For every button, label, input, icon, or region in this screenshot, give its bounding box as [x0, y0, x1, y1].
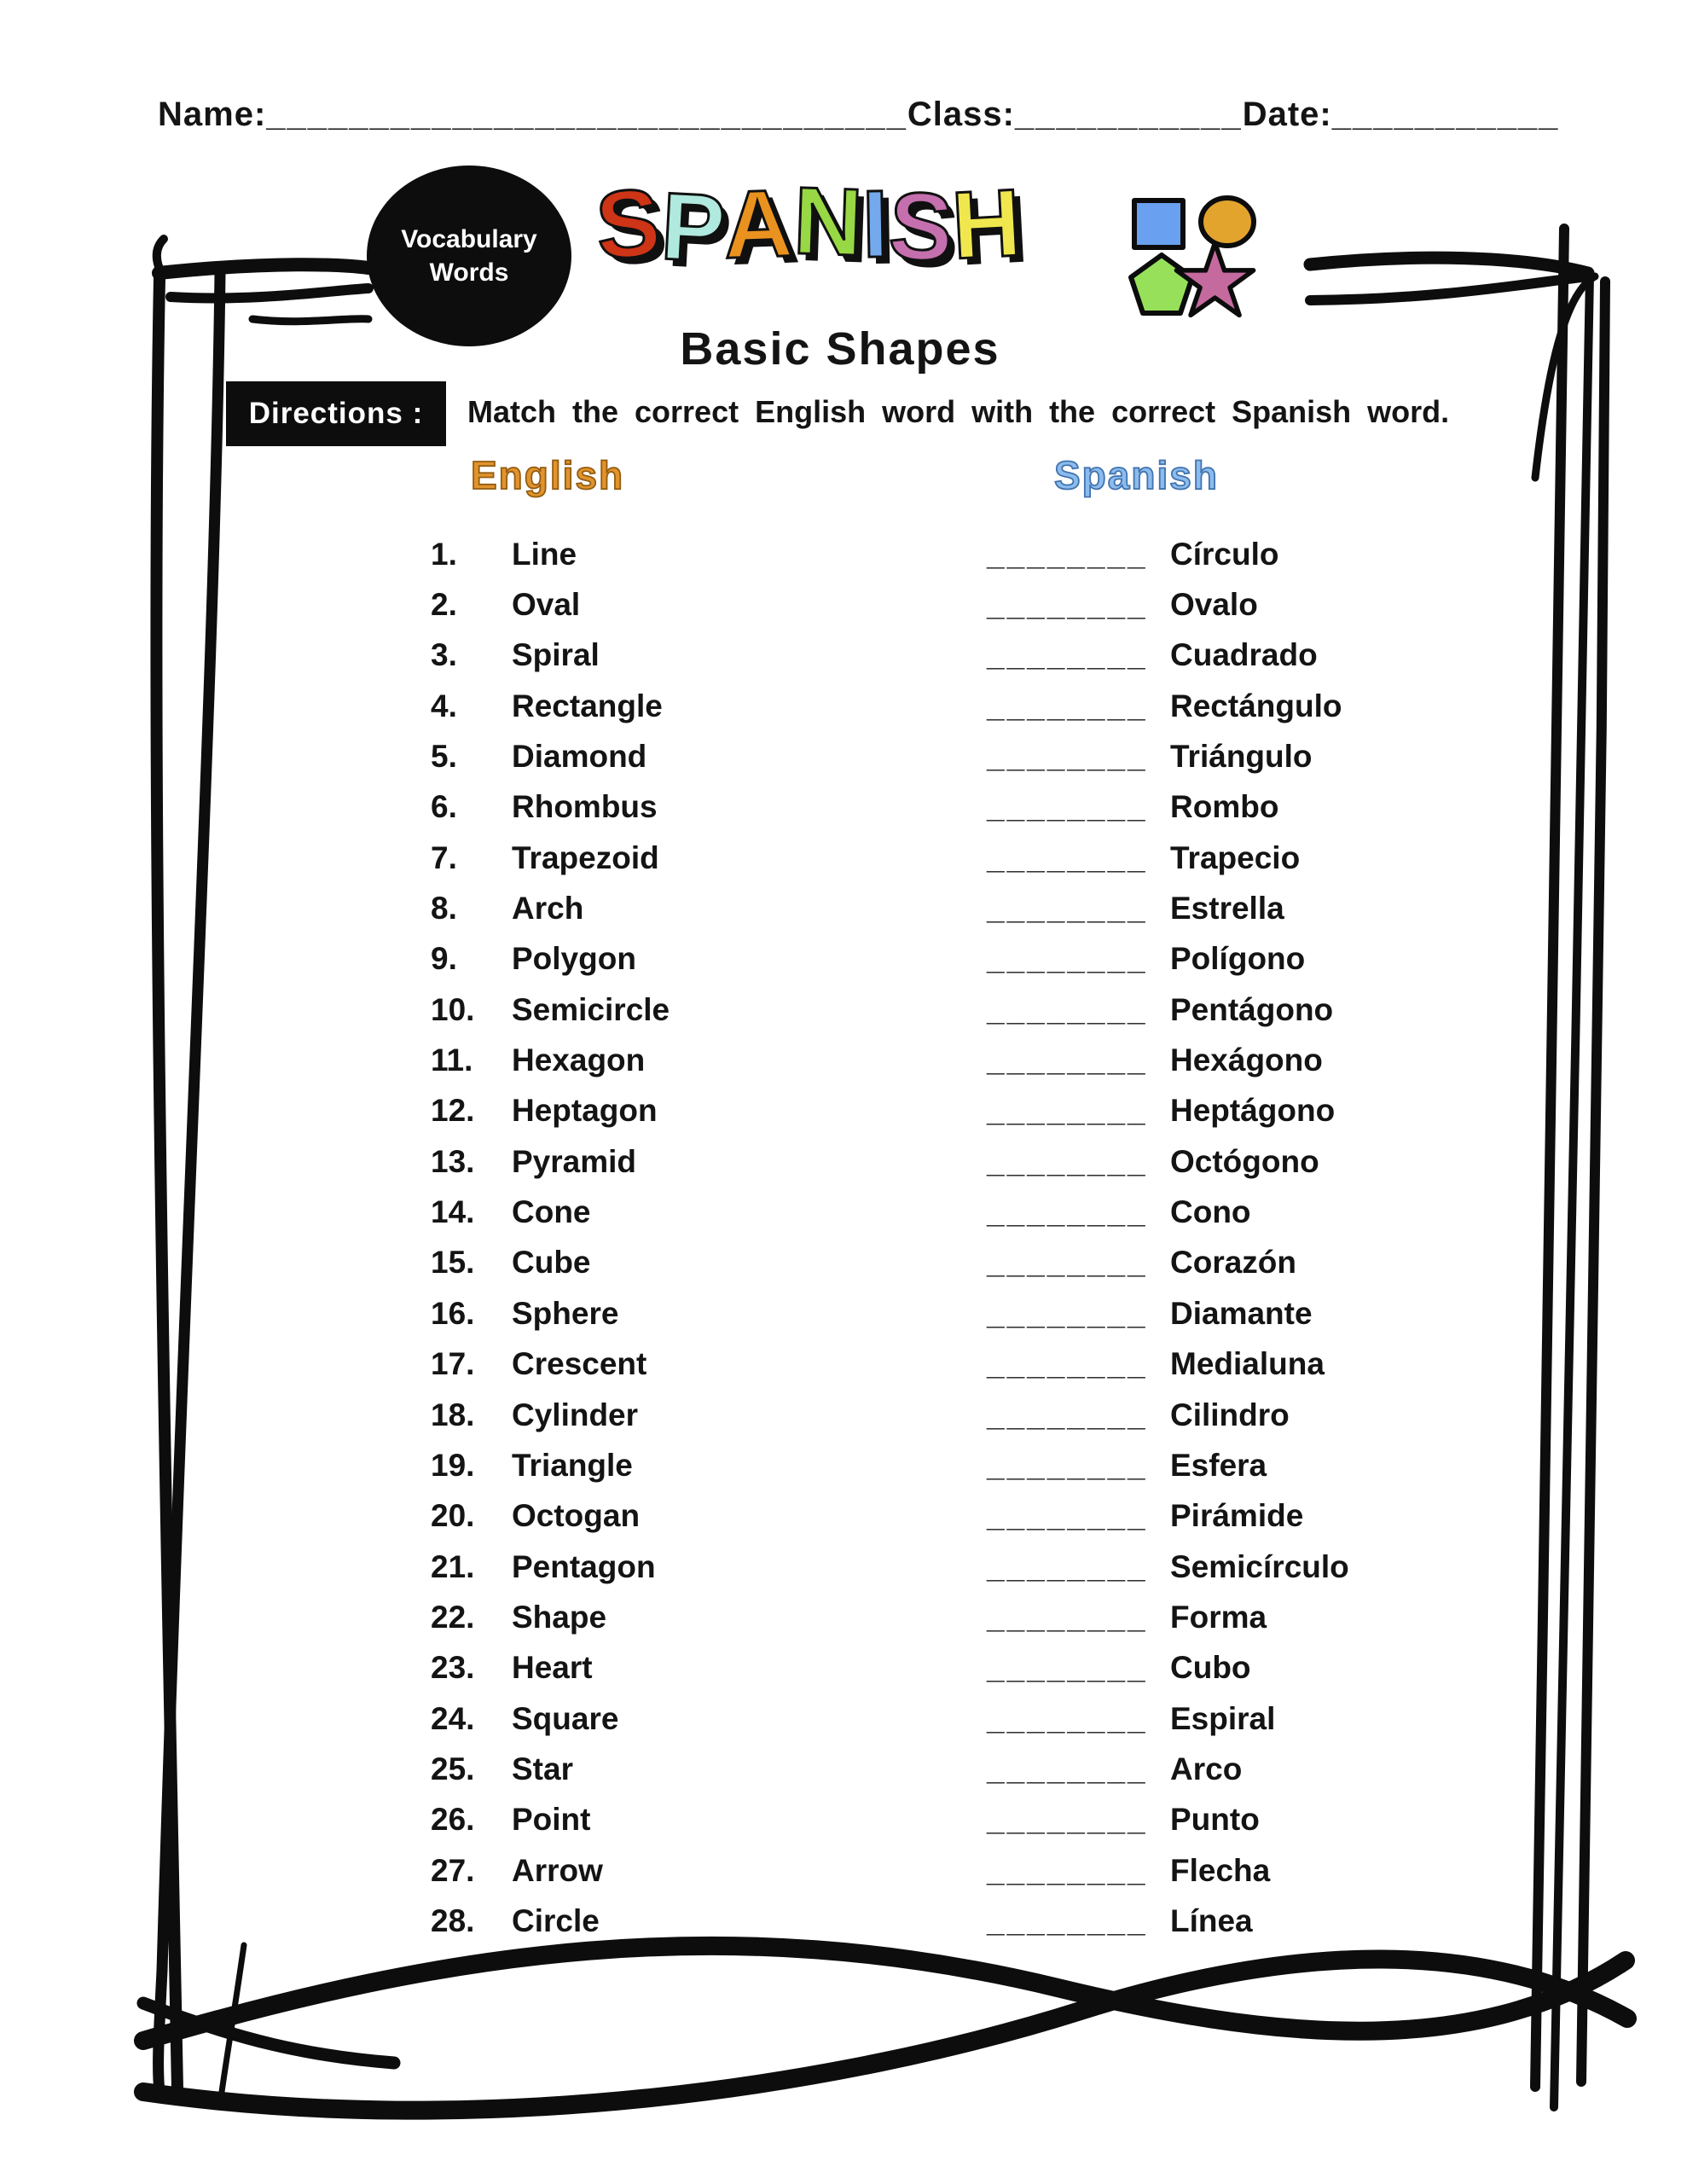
english-word: Pyramid [512, 1143, 637, 1179]
english-word: Diamond [512, 739, 647, 775]
circle-icon [1201, 198, 1254, 246]
answer-blank[interactable]: ________ [987, 1194, 1148, 1230]
date-write-line[interactable]: ___________ [1331, 96, 1560, 133]
item-number: 19. [431, 1447, 475, 1483]
match-row [431, 1896, 1565, 1946]
english-word: Star [512, 1751, 573, 1786]
english-word: Heart [512, 1650, 593, 1686]
item-number: 1. [431, 536, 457, 572]
answer-blank[interactable]: ________ [987, 1599, 1148, 1635]
directions-label: Directions : [248, 397, 424, 430]
match-row [431, 1643, 1565, 1693]
spanish-word: Punto [1170, 1802, 1260, 1838]
match-row [431, 1491, 1565, 1542]
english-word: Point [512, 1802, 591, 1838]
item-number: 12. [431, 1093, 475, 1129]
answer-blank[interactable]: ________ [987, 1802, 1148, 1838]
spanish-word: Círculo [1170, 536, 1279, 572]
match-row [431, 985, 1565, 1035]
english-word: Square [512, 1700, 619, 1736]
match-row [431, 579, 1565, 630]
answer-blank[interactable]: ________ [987, 1043, 1148, 1078]
item-number: 10. [431, 991, 475, 1027]
title-letter: N [791, 166, 865, 276]
directions-text: Match the correct English word with the correct Spanish word. [467, 394, 1450, 429]
english-word: Rhombus [512, 789, 658, 825]
english-word: Shape [512, 1599, 607, 1635]
spanish-word: Espiral [1170, 1700, 1276, 1736]
match-row [431, 1136, 1565, 1187]
answer-blank[interactable]: ________ [987, 536, 1148, 572]
item-number: 7. [431, 839, 457, 875]
match-row [431, 1288, 1565, 1339]
match-row [431, 1086, 1565, 1136]
match-row [431, 1238, 1565, 1288]
english-word: Cone [512, 1194, 591, 1230]
title-letter: P [658, 172, 728, 282]
answer-blank[interactable]: ________ [987, 1397, 1148, 1432]
english-word: Spiral [512, 637, 600, 673]
worksheet-subtitle: Basic Shapes [680, 323, 1000, 375]
match-row [431, 630, 1565, 681]
answer-blank[interactable]: ________ [987, 688, 1148, 723]
match-row [431, 1035, 1565, 1085]
match-row [431, 1795, 1565, 1845]
worksheet-header [158, 96, 1608, 134]
answer-blank[interactable]: ________ [987, 1143, 1148, 1179]
match-row [431, 1744, 1565, 1794]
spanish-word: Pentágono [1170, 991, 1334, 1027]
spanish-word: Heptágono [1170, 1093, 1336, 1129]
spanish-word: Semicírculo [1170, 1548, 1349, 1584]
answer-blank[interactable]: ________ [987, 1751, 1148, 1786]
spanish-word: Rombo [1170, 789, 1279, 825]
column-header-english: English [471, 453, 625, 497]
worksheet-title [592, 166, 1083, 304]
spanish-word: Corazón [1170, 1245, 1296, 1281]
english-word: Rectangle [512, 688, 663, 723]
item-number: 11. [431, 1043, 473, 1078]
english-word: Sphere [512, 1295, 619, 1331]
item-number: 9. [431, 941, 457, 977]
english-word: Arrow [512, 1852, 603, 1888]
spanish-word: Octógono [1170, 1143, 1319, 1179]
name-write-line[interactable]: _______________________________ [266, 96, 907, 133]
name-label: Name: [158, 96, 267, 133]
match-row [431, 934, 1565, 985]
vocabulary-words-badge [367, 166, 571, 346]
match-row [431, 1390, 1565, 1440]
item-number: 3. [431, 637, 457, 673]
english-word: Cylinder [512, 1397, 639, 1432]
item-number: 4. [431, 688, 457, 723]
answer-blank[interactable]: ________ [987, 739, 1148, 775]
pentagon-icon [1131, 255, 1192, 313]
answer-blank[interactable]: ________ [987, 1295, 1148, 1331]
match-row [431, 1187, 1565, 1237]
spanish-word: Esfera [1170, 1447, 1267, 1483]
match-row [431, 1440, 1565, 1490]
spanish-word: Polígono [1170, 941, 1306, 977]
answer-blank[interactable]: ________ [987, 587, 1148, 623]
english-word: Arch [512, 891, 584, 926]
spanish-word: Línea [1170, 1902, 1253, 1938]
english-word: Circle [512, 1902, 600, 1938]
spanish-word: Pirámide [1170, 1498, 1304, 1534]
english-word: Oval [512, 587, 581, 623]
match-row [431, 833, 1565, 883]
item-number: 16. [431, 1295, 475, 1331]
answer-blank[interactable]: ________ [987, 1447, 1148, 1483]
item-number: 22. [431, 1599, 475, 1635]
spanish-word: Trapecio [1170, 839, 1301, 875]
answer-blank[interactable]: ________ [987, 991, 1148, 1027]
answer-blank[interactable]: ________ [987, 1093, 1148, 1129]
english-word: Heptagon [512, 1093, 658, 1129]
english-word: Cube [512, 1245, 591, 1281]
match-row [431, 782, 1565, 833]
item-number: 13. [431, 1143, 475, 1179]
date-label: Date: [1242, 96, 1332, 133]
spanish-word: Hexágono [1170, 1043, 1323, 1078]
item-number: 25. [431, 1751, 475, 1786]
item-number: 2. [431, 587, 457, 623]
item-number: 26. [431, 1802, 475, 1838]
answer-blank[interactable]: ________ [987, 1548, 1148, 1584]
match-row [431, 1845, 1565, 1896]
match-row [431, 1339, 1565, 1390]
title-letter: I [861, 170, 890, 278]
spanish-word: Estrella [1170, 891, 1284, 926]
spanish-word: Medialuna [1170, 1346, 1325, 1382]
match-row [431, 529, 1565, 579]
answer-blank[interactable]: ________ [987, 1346, 1148, 1382]
match-row [431, 1542, 1565, 1592]
title-letter: A [722, 169, 795, 279]
answer-blank[interactable]: ________ [987, 891, 1148, 926]
match-row [431, 1693, 1565, 1744]
english-word: Triangle [512, 1447, 633, 1483]
item-number: 27. [431, 1852, 475, 1888]
english-word: Octogan [512, 1498, 641, 1534]
spanish-word: Cubo [1170, 1650, 1251, 1686]
spanish-word: Ovalo [1170, 587, 1258, 623]
title-letter: S [886, 171, 956, 282]
spanish-word: Arco [1170, 1751, 1243, 1786]
match-row [431, 883, 1565, 933]
answer-blank[interactable]: ________ [987, 839, 1148, 875]
item-number: 15. [431, 1245, 475, 1281]
square-icon [1134, 200, 1183, 247]
directions-box [226, 381, 446, 446]
match-row [431, 1592, 1565, 1642]
english-word: Semicircle [512, 991, 670, 1027]
matching-list [431, 529, 1565, 1947]
item-number: 28. [431, 1902, 475, 1938]
answer-blank[interactable]: ________ [987, 1852, 1148, 1888]
item-number: 6. [431, 789, 457, 825]
english-word: Polygon [512, 941, 636, 977]
spanish-word: Rectángulo [1170, 688, 1342, 723]
answer-blank[interactable]: ________ [987, 1498, 1148, 1534]
spanish-word: Flecha [1170, 1852, 1271, 1888]
spanish-word: Cilindro [1170, 1397, 1290, 1432]
english-word: Pentagon [512, 1548, 656, 1584]
column-header-spanish: Spanish [1054, 453, 1219, 497]
spanish-word: Triángulo [1170, 739, 1313, 775]
english-word: Line [512, 536, 577, 572]
item-number: 24. [431, 1700, 475, 1736]
class-write-line[interactable]: ___________ [1014, 96, 1243, 133]
match-row [431, 681, 1565, 731]
english-word: Hexagon [512, 1043, 646, 1078]
item-number: 8. [431, 891, 457, 926]
title-letter: S [592, 168, 664, 280]
item-number: 23. [431, 1650, 475, 1686]
title-letter: H [949, 168, 1024, 280]
badge-line2: Words [429, 258, 509, 287]
item-number: 17. [431, 1346, 475, 1382]
answer-blank[interactable]: ________ [987, 1700, 1148, 1736]
english-word: Trapezoid [512, 839, 659, 875]
match-row [431, 731, 1565, 781]
english-word: Crescent [512, 1346, 647, 1382]
answer-blank[interactable]: ________ [987, 1902, 1148, 1938]
spanish-word: Cono [1170, 1194, 1251, 1230]
item-number: 18. [431, 1397, 475, 1432]
item-number: 5. [431, 739, 457, 775]
answer-blank[interactable]: ________ [987, 1650, 1148, 1686]
answer-blank[interactable]: ________ [987, 941, 1148, 977]
badge-line1: Vocabulary [401, 225, 537, 253]
spanish-word: Cuadrado [1170, 637, 1318, 673]
answer-blank[interactable]: ________ [987, 637, 1148, 673]
item-number: 21. [431, 1548, 475, 1584]
class-label: Class: [907, 96, 1015, 133]
item-number: 20. [431, 1498, 475, 1534]
star-icon [1176, 243, 1253, 316]
spanish-word: Forma [1170, 1599, 1267, 1635]
item-number: 14. [431, 1194, 475, 1230]
answer-blank[interactable]: ________ [987, 1245, 1148, 1281]
basic-shapes-graphic [1128, 191, 1264, 324]
spanish-word: Diamante [1170, 1295, 1313, 1331]
answer-blank[interactable]: ________ [987, 789, 1148, 825]
